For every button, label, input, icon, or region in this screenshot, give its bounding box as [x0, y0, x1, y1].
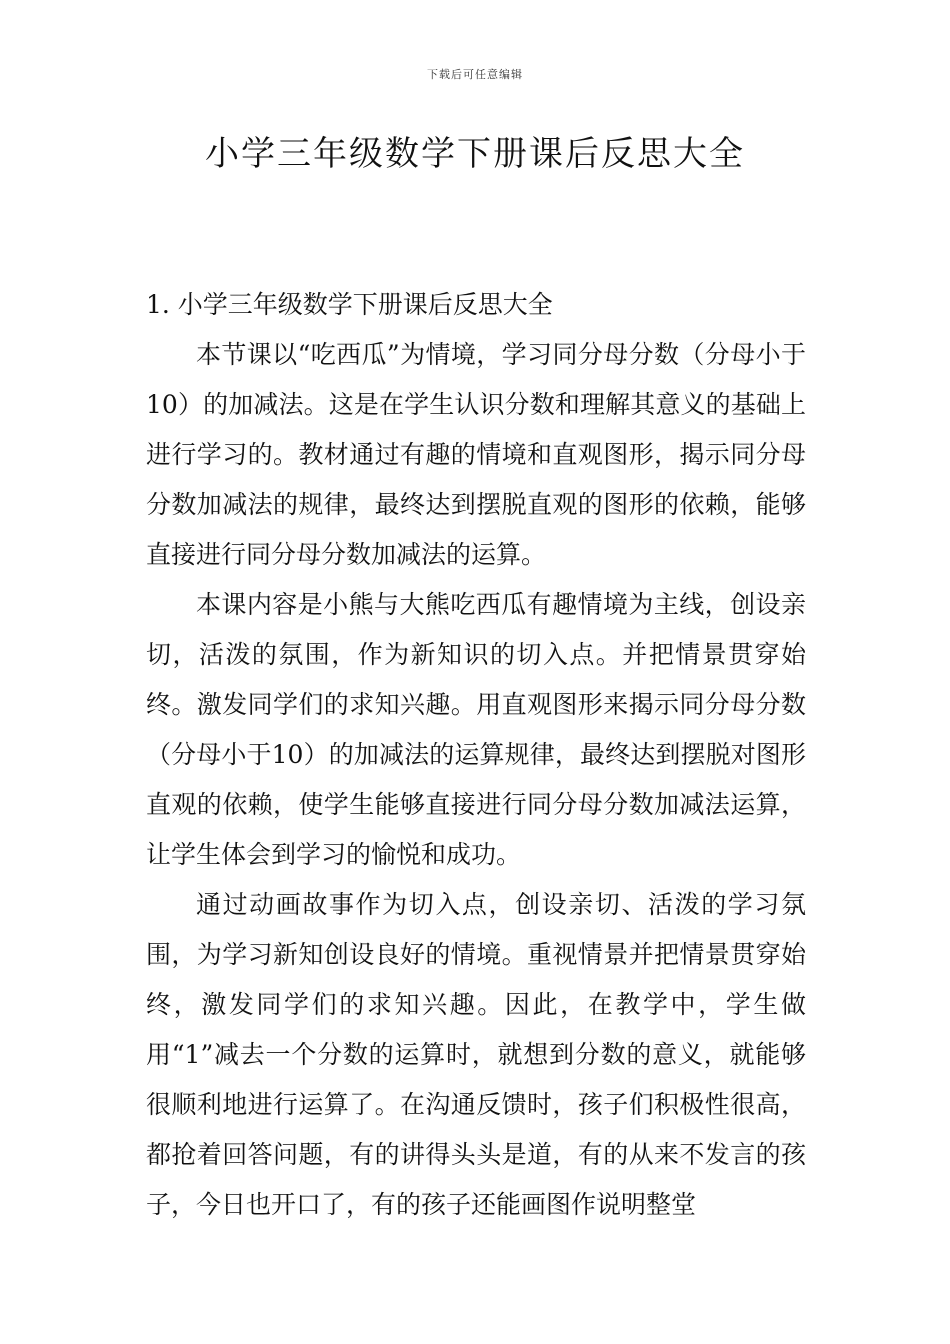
paragraph-2: 本课内容是小熊与大熊吃西瓜有趣情境为主线，创设亲切，活泼的氛围，作为新知识的切入点。并把情景贯穿始终。激发同学们的求知兴趣。用直观图形来揭示同分母分数（分母小于10）的加减法的运算规律，最终达到摆脱对图形直观的依赖，使学生能够直接进行同分母分数加减法运算，让学生体会到学习的愉悦和成功。 — [146, 590, 806, 869]
paragraph-3: 通过动画故事作为切入点，创设亲切、活泼的学习氛围，为学习新知创设良好的情境。重视情景并把情景贯穿始终，激发同学们的求知兴趣。因此，在教学中，学生做用“1”减去一个分数的运算时，就想到分数的意义，就能够很顺利地进行运算了。在沟通反馈时，孩子们积极性很高，都抢着回答问题，有的讲得头头是道，有的从来不发言的孩子，今日也开口了，有的孩子还能画图作说明整堂 — [146, 890, 806, 1219]
section-heading: 1. 小学三年级数学下册课后反思大全 — [146, 290, 553, 319]
header-note: 下载后可任意编辑 — [427, 68, 523, 81]
document-body — [146, 280, 806, 1230]
document-title: 小学三年级数学下册课后反思大全 — [205, 134, 745, 174]
paragraph-1: 本节课以“吃西瓜”为情境，学习同分母分数（分母小于10）的加减法。这是在学生认识分数和理解其意义的基础上进行学习的。教材通过有趣的情境和直观图形，揭示同分母分数加减法的规律，最终达到摆脱直观的图形的依赖，能够直接进行同分母分数加减法的运算。 — [146, 340, 806, 569]
